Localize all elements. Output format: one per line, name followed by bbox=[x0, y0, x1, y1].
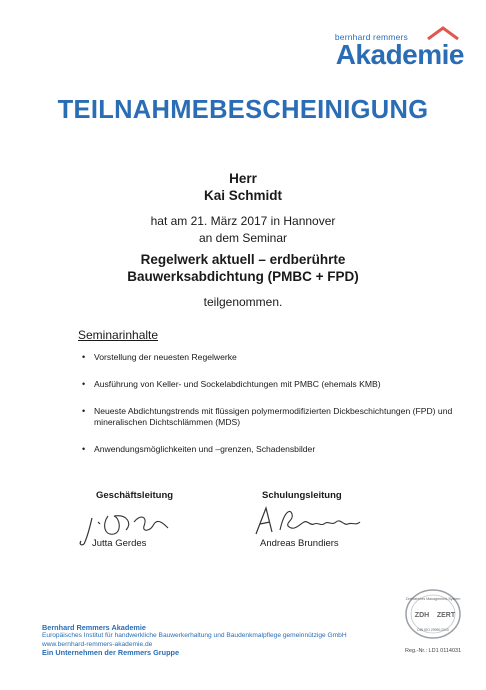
registration-number: Reg.-Nr.: LD1 0114031 bbox=[405, 648, 462, 654]
participant-name: Kai Schmidt bbox=[203, 188, 282, 203]
roof-icon bbox=[426, 26, 460, 40]
seminar-line: an dem Seminar bbox=[198, 231, 288, 245]
seal-top-text: Zertifiziertes Management-System bbox=[405, 597, 461, 601]
certification-seal bbox=[404, 588, 462, 640]
list-item: • Neueste Abdichtungstrends mit flüssigen polymermodifizierten Dickbeschichtungen (FPD) und mineralischen Dichtschlämmen (MDS) bbox=[82, 406, 472, 428]
list-item: • Ausführung von Keller- und Sockelabdichtungen mit PMBC (ehemals KMB) bbox=[82, 379, 472, 390]
training-label: Schulungsleitung bbox=[262, 490, 342, 501]
salutation: Herr bbox=[229, 171, 257, 186]
course-title-line-2: Bauwerksabdichtung (PMBC + FPD) bbox=[127, 269, 359, 284]
certificate-title: TEILNAHMEBESCHEINIGUNG bbox=[57, 96, 429, 124]
management-name: Jutta Gerdes bbox=[92, 538, 147, 549]
footer bbox=[42, 624, 402, 657]
footer-institute: Europäisches Institut für handwerkliche Bauwerkerhaltung und Baudenkmalpflege gemeinnützige GmbH bbox=[42, 632, 347, 640]
seal-left-text: ZDH bbox=[414, 612, 430, 619]
academy-logo bbox=[324, 20, 464, 70]
management-label: Geschäftsleitung bbox=[96, 490, 174, 501]
date-line: hat am 21. März 2017 in Hannover bbox=[150, 214, 336, 228]
training-signature bbox=[252, 502, 362, 538]
logo-small-text: bernhard remmers bbox=[334, 32, 408, 42]
seal-right-text: ZERT bbox=[436, 612, 456, 619]
contents-heading: Seminarinhalte bbox=[78, 328, 159, 342]
footer-group: Ein Unternehmen der Remmers Gruppe bbox=[42, 647, 180, 657]
logo-main-text: Akademie bbox=[335, 39, 464, 70]
list-item: • Vorstellung der neuesten Regelwerke bbox=[82, 352, 472, 363]
list-item: • Anwendungsmöglichkeiten und –grenzen, Schadensbilder bbox=[82, 444, 472, 455]
seal-bottom-text: DIN ISO 29990:2010 bbox=[417, 628, 449, 632]
footer-company: Bernhard Remmers Akademie bbox=[42, 623, 146, 632]
participated-text: teilgenommen. bbox=[203, 295, 283, 309]
contents-list bbox=[82, 352, 472, 471]
course-title-line-1: Regelwerk aktuell – erdberührte bbox=[140, 252, 346, 267]
training-name: Andreas Brundiers bbox=[260, 538, 339, 549]
footer-website[interactable]: www.bernhard-remmers-akademie.de bbox=[42, 640, 153, 648]
